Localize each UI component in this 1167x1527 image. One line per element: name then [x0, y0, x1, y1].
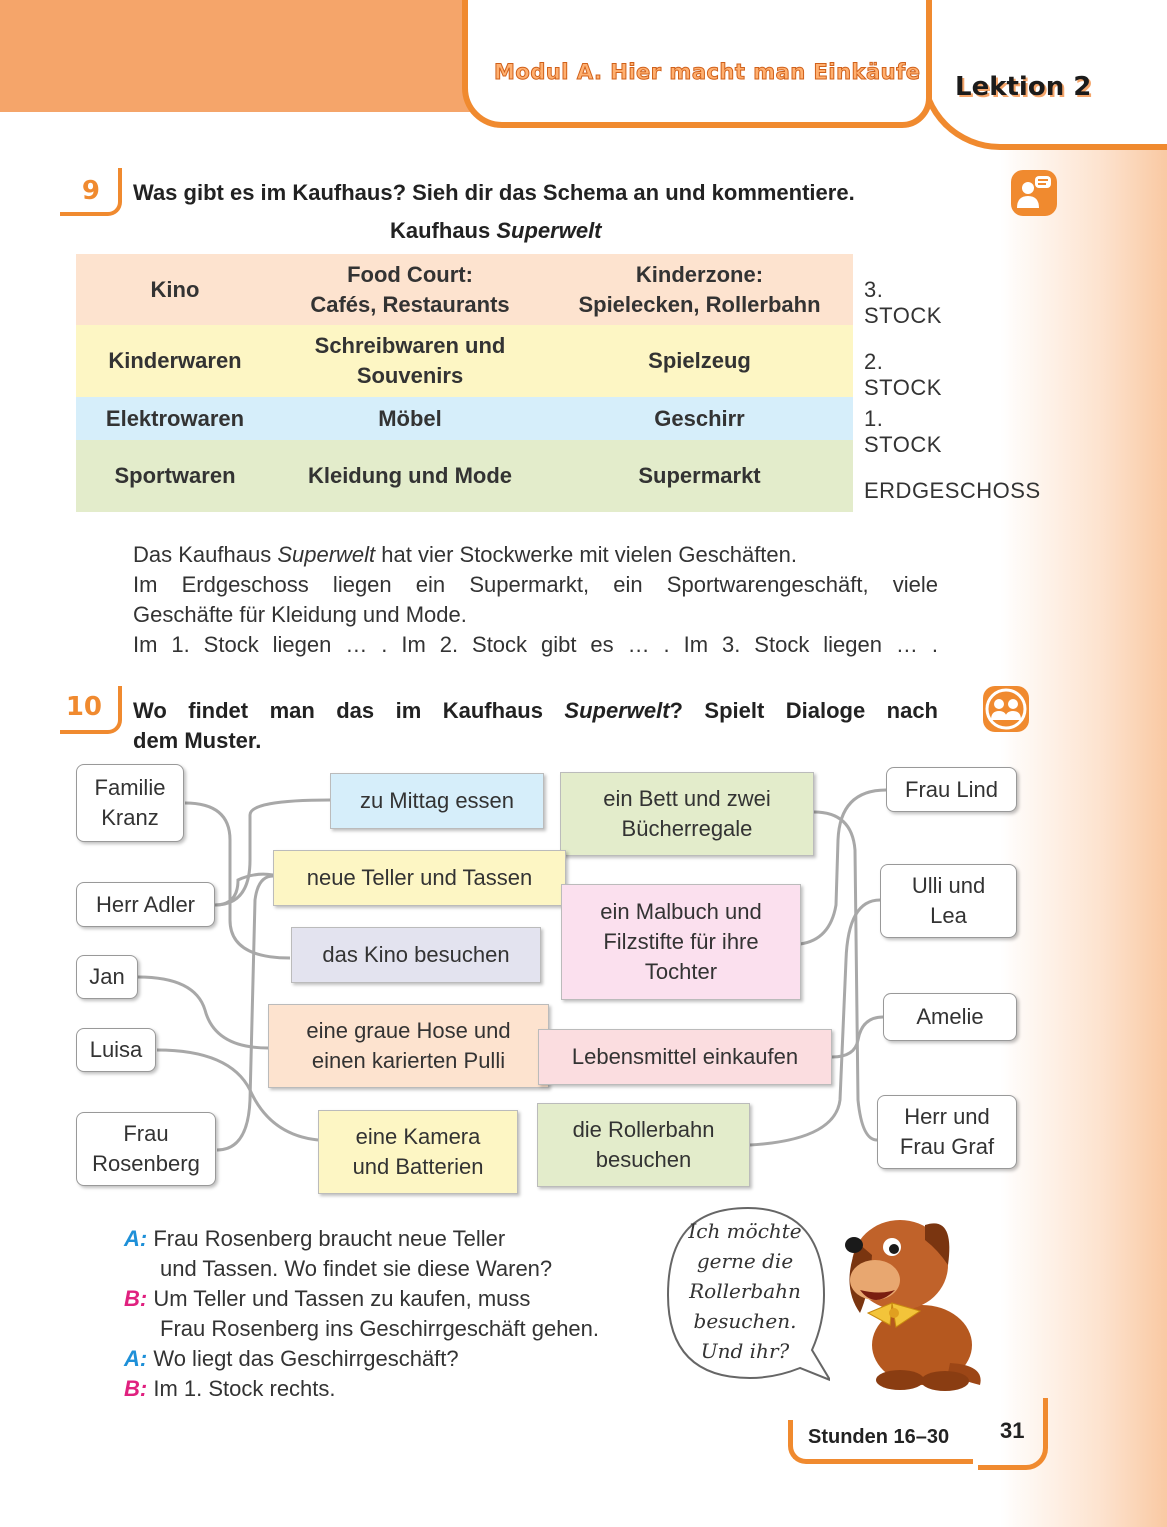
item-kino-besuchen: das Kino besuchen — [291, 927, 541, 983]
name-luisa: Luisa — [76, 1028, 156, 1072]
speech-bubble-text: Ich möchte gerne die Rollerbahn besuchen. Und ihr? — [688, 1219, 802, 1363]
module-title: Modul A. Hier macht man Einkäufe — [494, 60, 921, 84]
dialogue-line: B: Im 1. Stock rechts. — [124, 1376, 336, 1401]
footer-hours: Stunden 16–30 — [808, 1426, 950, 1448]
lesson-label: Lektion 2 — [955, 72, 1092, 102]
name-ulli-und-lea: Ulli und Lea — [880, 864, 1017, 938]
dialogue-line: Frau Rosenberg ins Geschirrgeschäft gehen. — [160, 1316, 600, 1341]
dialogue-line: A: Wo liegt das Geschirrgeschäft? — [124, 1346, 459, 1371]
task9-paragraph: Das Kaufhaus Superwelt hat vier Stockwerke mit vielen Geschäften. Im Erdgeschoss liegen ein Supermarkt, ein Sportwarengeschäft, viele Geschäfte für Kleidung und Mode. Im 1. Stock liegen … . Im 2. Stock gibt es … . Im 3. Stock liegen … . — [133, 542, 938, 657]
name-herr-und-frau-graf: Herr und Frau Graf — [877, 1095, 1017, 1169]
item-zu-mittag-essen: zu Mittag essen — [330, 773, 544, 829]
item-teller-tassen: neue Teller und Tassen — [273, 850, 566, 906]
table-cell: Spielzeug — [648, 348, 751, 373]
table-cell: Kleidung und Mode — [307, 463, 513, 488]
name-amelie: Amelie — [883, 993, 1017, 1041]
dog-illustration — [830, 1195, 990, 1395]
table-cell: Supermarkt — [638, 463, 761, 488]
name-familie-kranz: Familie Kranz — [76, 764, 184, 842]
table-cell: Kinderzone: Spielecken, Rollerbahn — [578, 261, 821, 317]
table-cell: Elektrowaren — [105, 405, 245, 431]
item-kamera-batterien: eine Kamera und Batterien — [318, 1110, 518, 1194]
floor-label: 3. STOCK — [864, 277, 942, 328]
dialogue-line: A: Frau Rosenberg braucht neue Teller — [124, 1226, 506, 1251]
task10-instruction: Wo findet man das im Kaufhaus Superwelt? Spielt Dialoge nach dem Muster. — [133, 698, 938, 753]
table-cell: Kinderwaren — [108, 348, 242, 373]
page-number: 31 — [1000, 1418, 1025, 1443]
sample-dialogue — [124, 1224, 664, 1404]
name-frau-rosenberg: Frau Rosenberg — [76, 1112, 216, 1186]
task9-instruction: Was gibt es im Kaufhaus? Sieh dir das Schema an und kommentiere. — [133, 180, 855, 205]
task9-number: 9 — [81, 176, 100, 206]
item-rollerbahn: die Rollerbahn besuchen — [537, 1103, 750, 1187]
task10-number: 10 — [65, 692, 102, 722]
table-cell: Geschirr — [654, 405, 745, 431]
item-lebensmittel: Lebensmittel einkaufen — [538, 1029, 832, 1085]
name-herr-adler: Herr Adler — [76, 882, 215, 927]
item-bett-buecherregale: ein Bett und zwei Bücherregale — [560, 772, 814, 856]
floor-label: 1. STOCK — [864, 406, 942, 457]
table-title: Kaufhaus Superwelt — [390, 218, 602, 243]
table-cell: Möbel — [378, 405, 442, 431]
name-jan: Jan — [76, 955, 138, 999]
item-malbuch-filzstifte: ein Malbuch und Filzstifte für ihre Tochter — [561, 884, 801, 1000]
dialogue-line: und Tassen. Wo findet sie diese Waren? — [160, 1256, 553, 1281]
table-cell: Kino — [150, 276, 200, 302]
table-cell: Food Court: Cafés, Restaurants — [310, 261, 510, 317]
table-cell: Schreibwaren und Souvenirs — [314, 333, 506, 388]
floor-label: ERDGESCHOSS — [864, 478, 1041, 503]
item-hose-pulli: eine graue Hose und einen karierten Pulli — [268, 1004, 549, 1088]
floor-label: 2. STOCK — [864, 349, 942, 400]
dialogue-line: B: Um Teller und Tassen zu kaufen, muss — [124, 1286, 531, 1311]
table-cell: Sportwaren — [114, 463, 236, 488]
name-frau-lind: Frau Lind — [886, 767, 1017, 812]
